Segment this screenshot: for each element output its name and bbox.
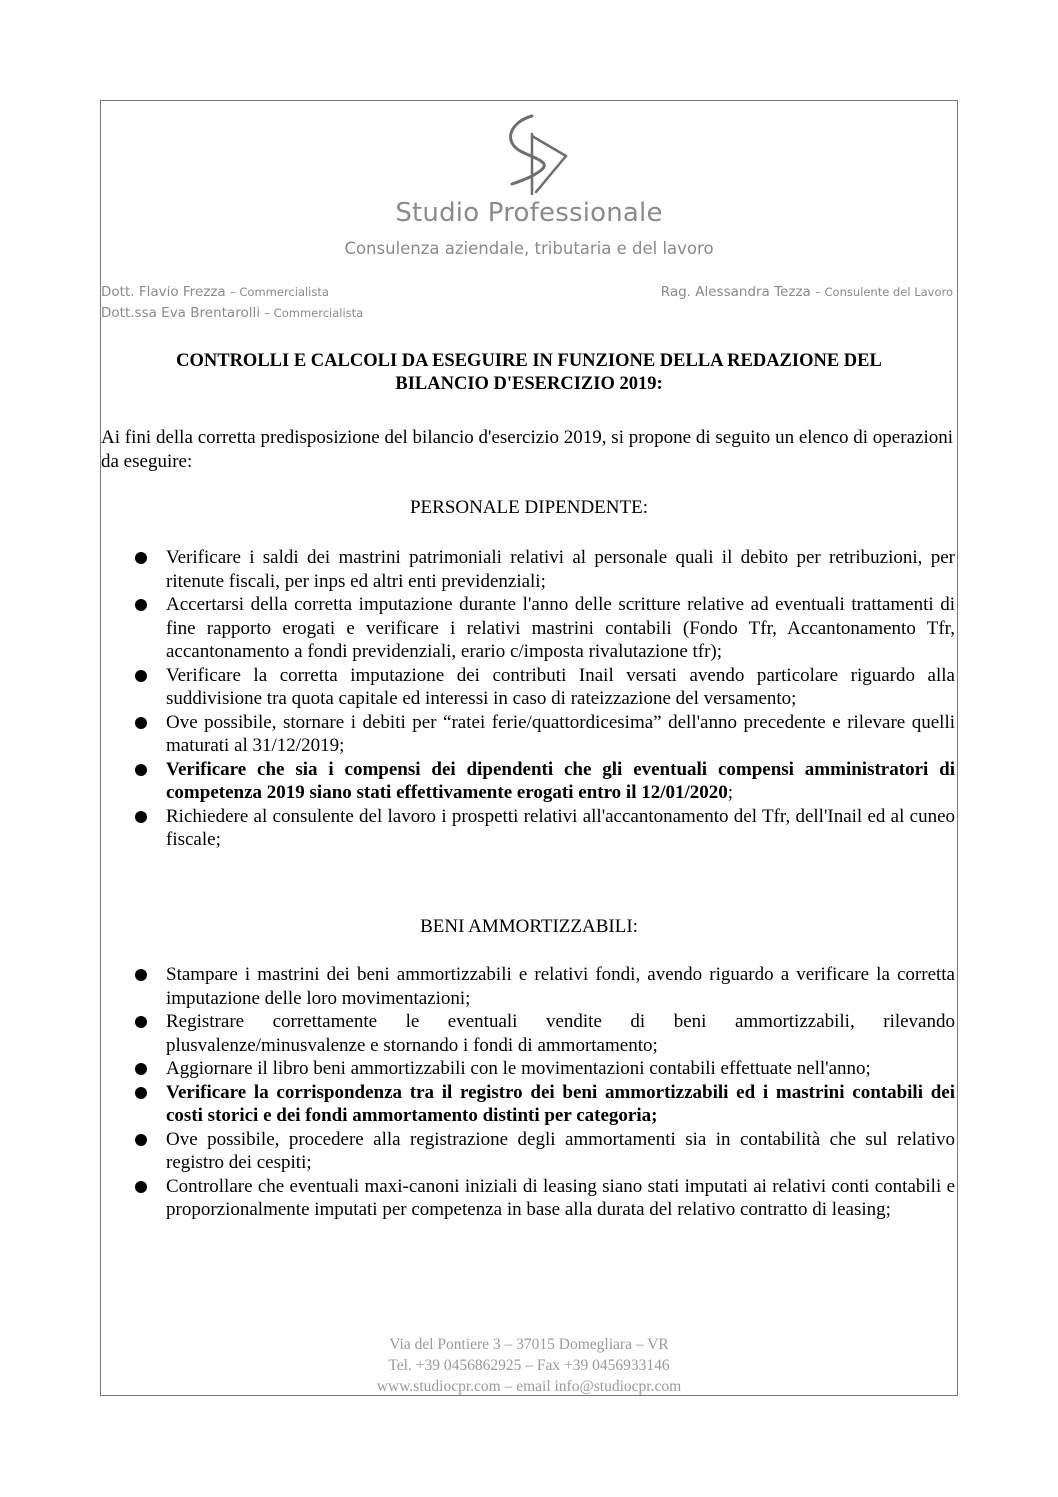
person-tezza	[661, 284, 953, 300]
person-name: Rag. Alessandra Tezza	[660, 284, 811, 300]
footer-phone: Tel. +39 0456862925 – Fax +39 0456933146	[388, 1357, 670, 1374]
list-item-text: Verificare la corretta imputazione dei contributi Inail versati avendo particolare riguardo alla suddivisione tra quota capitale ed interessi in caso di rateizzazione del versamento;	[166, 664, 955, 709]
list-item	[130, 593, 955, 664]
list-item-text: Ove possibile, procedere alla registrazione degli ammortamenti sia in contabilità che sul relativo registro dei cespiti;	[166, 1128, 955, 1173]
person-role: – Consulente del Lavoro	[815, 285, 953, 299]
bullet-icon	[135, 1134, 147, 1146]
person-brentarolli	[101, 305, 363, 321]
list-item-text-bold: Verificare la corrispondenza tra il registro dei beni ammortizzabili ed i mastrini contabili dei costi storici e dei fondi ammortamento distinti per categoria;	[166, 1081, 955, 1126]
list-item	[130, 1081, 955, 1128]
studio-subtitle: Consulenza aziendale, tributaria e del lavoro	[344, 239, 714, 258]
bullet-icon	[135, 1087, 147, 1099]
footer-address: Via del Pontiere 3 – 37015 Domegliara – VR	[389, 1336, 669, 1353]
studio-logo	[492, 112, 572, 198]
list-item-text: Verificare i saldi dei mastrini patrimoniali relativi al personale quali il debito per retribuzioni, per ritenute fiscali, per inps ed altri enti previdenziali;	[166, 547, 955, 592]
list-item	[130, 805, 955, 852]
list-item-text: Richiedere al consulente del lavoro i prospetti relativi all'accantonamento del Tfr, dell'Inail ed al cuneo fiscale;	[166, 805, 955, 850]
section-title-personale: PERSONALE DIPENDENTE:	[409, 497, 649, 518]
checklist-beni	[130, 963, 955, 1222]
footer-web[interactable]: www.studiocpr.com – email info@studiocpr.com	[376, 1378, 682, 1395]
studio-name: Studio Professionale	[395, 198, 663, 228]
list-item	[130, 664, 955, 711]
bullet-icon	[135, 811, 147, 823]
checklist-personale	[130, 546, 955, 852]
person-role: – Commercialista	[230, 285, 329, 299]
bullet-icon	[135, 552, 147, 564]
person-role: – Commercialista	[264, 306, 364, 320]
section-title-beni: BENI AMMORTIZZABILI:	[420, 916, 638, 937]
list-item	[130, 1010, 955, 1057]
list-item-text: Ove possibile, stornare i debiti per “ratei ferie/quattordicesima” dell'anno precedente e rilevare quelli maturati al 31/12/2019;	[166, 711, 955, 756]
document-title-line: CONTROLLI E CALCOLI DA ESEGUIRE IN FUNZIONE DELLA REDAZIONE DEL	[176, 351, 882, 371]
person-name: Dott.ssa Eva Brentarolli	[101, 305, 260, 321]
list-item-text: Stampare i mastrini dei beni ammortizzabili e relativi fondi, avendo riguardo a verificare la corretta imputazione delle loro movimentazioni;	[166, 964, 955, 1009]
list-item	[130, 711, 955, 758]
bullet-icon	[135, 599, 147, 611]
list-item-text: Registrare correttamente le eventuali vendite di beni ammortizzabili, rilevando plusvalenze/minusvalenze e stornando i fondi di ammortamento;	[166, 1011, 955, 1056]
bullet-icon	[135, 717, 147, 729]
list-item	[130, 963, 955, 1010]
list-item	[130, 1175, 955, 1222]
list-item-text-bold: Verificare che sia i compensi dei dipendenti che gli eventuali compensi amministratori di competenza 2019 siano stati effettivamente erogati entro il 12/01/2020	[166, 758, 955, 803]
bullet-icon	[135, 969, 147, 981]
person-frezza	[101, 284, 329, 300]
list-item-text: Controllare che eventuali maxi-canoni iniziali di leasing siano stati imputati ai relativi conti contabili e proporzionalmente imputati per competenza in base alla durata del relativo contratto di leasing;	[166, 1175, 955, 1220]
person-name: Dott. Flavio Frezza	[101, 284, 226, 300]
list-item-suffix: ;	[727, 782, 734, 803]
document-title-line: BILANCIO D'ESERCIZIO 2019:	[395, 374, 663, 394]
list-item	[130, 546, 955, 593]
list-item	[130, 1057, 955, 1081]
bullet-icon	[135, 764, 147, 776]
list-item	[130, 1128, 955, 1175]
page-footer	[0, 1334, 1058, 1397]
document-title	[110, 350, 948, 396]
list-item	[130, 758, 955, 805]
bullet-icon	[135, 670, 147, 682]
list-item-text: Aggiornare il libro beni ammortizzabili con le movimentazioni contabili effettuate nell'anno;	[166, 1058, 871, 1079]
bullet-icon	[135, 1063, 147, 1075]
list-item-text: Accertarsi della corretta imputazione durante l'anno delle scritture relative ad eventuali trattamenti di fine rapporto erogati e verificare i relativi mastrini contabili (Fondo Tfr, Accantonamento Tfr, accantonamento a fondi previdenziali, erario c/imposta rivalutazione tfr);	[166, 594, 955, 662]
bullet-icon	[135, 1016, 147, 1028]
bullet-icon	[135, 1181, 147, 1193]
intro-paragraph: Ai fini della corretta predisposizione del bilancio d'esercizio 2019, si propone di seguito un elenco di operazioni da eseguire:	[101, 427, 953, 472]
